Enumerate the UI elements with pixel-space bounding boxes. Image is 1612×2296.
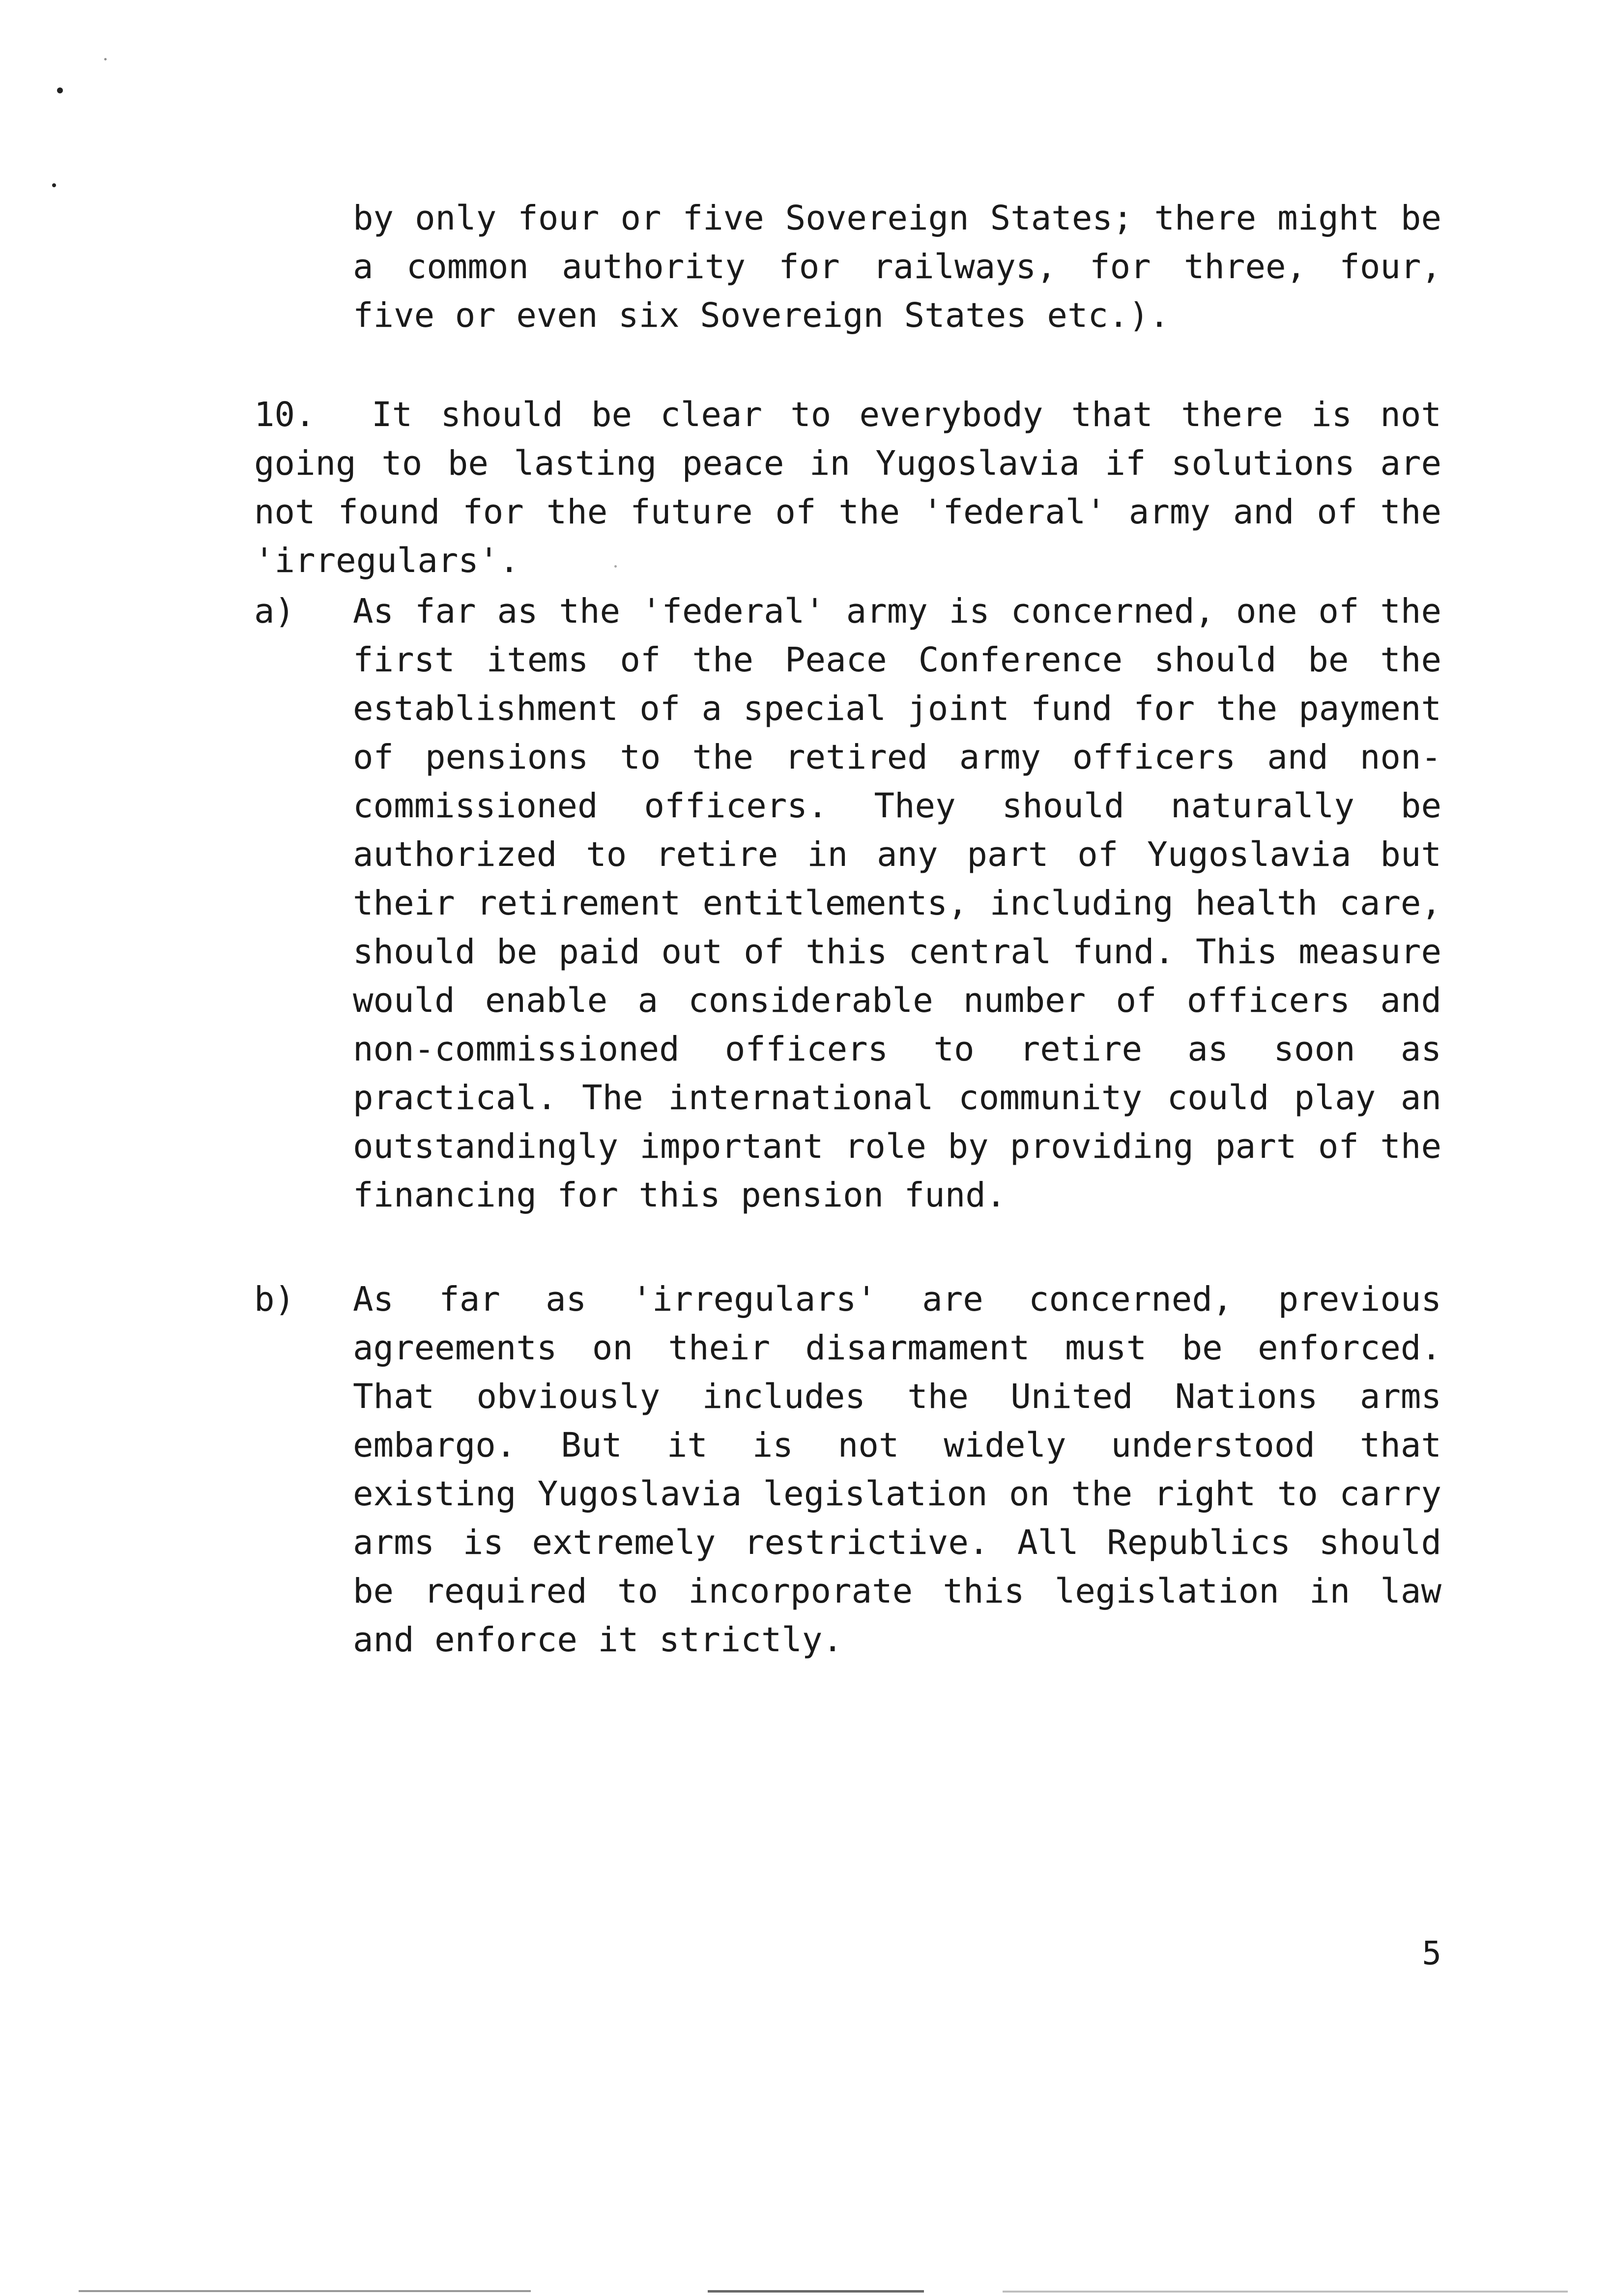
item-marker: b) bbox=[254, 1280, 295, 1319]
paragraph-number: 10. bbox=[254, 395, 316, 434]
item-text: As far as 'irregulars' are concerned, previous agreements on their disarmament must be enforced. That obviously includes the United Nations arms embargo. But it is not widely understood that existing Yugoslavia legislation on the right to carry arms is extremely restrictive. All Republics should be required to incorporate this legislation in law and enforce it strictly. bbox=[353, 1280, 1441, 1660]
scan-speck bbox=[104, 58, 107, 60]
item-marker: a) bbox=[254, 592, 295, 631]
item-text: As far as the 'federal' army is concerned, one of the first items of the Peace Conference should be the establishment of a special joint fund for the payment of pensions to the retired army officers and non-commissioned officers. They should naturally be authorized to retire in any part of Yugoslavia but their retirement entitlements, including health care, should be paid out of this central fund. This measure would enable a considerable number of officers and non-commissioned officers to retire as soon as practical. The international community could play an outstandingly important role by providing part of the financing for this pension fund. bbox=[353, 592, 1441, 1215]
scan-speck bbox=[52, 183, 56, 187]
page-number: 5 bbox=[1422, 1934, 1441, 1972]
continuation-paragraph: by only four or five Sovereign States; there might be a common authority for railways, for three, four, five or even six Sovereign States etc.). bbox=[353, 199, 1441, 335]
scan-line bbox=[1003, 2291, 1568, 2293]
scan-speck bbox=[57, 87, 63, 93]
paragraph-10 bbox=[254, 391, 1441, 585]
paragraph-text: It should be clear to everybody that there is not going to be lasting peace in Yugoslavia if solutions are not found for the future of the 'federal' army and of the 'irregulars'. bbox=[254, 395, 1441, 580]
scan-line bbox=[708, 2290, 924, 2293]
scan-line bbox=[79, 2290, 531, 2292]
